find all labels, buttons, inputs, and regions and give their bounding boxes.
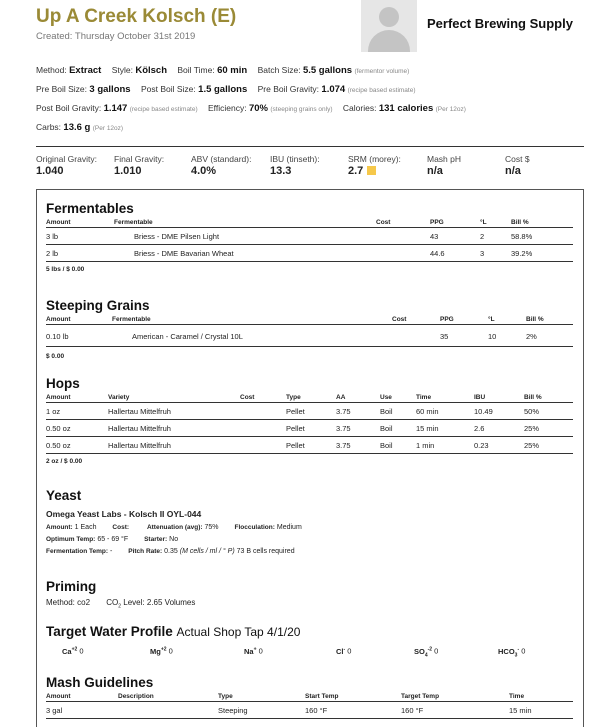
mash-section	[46, 675, 573, 719]
steeping-total: $ 0.00	[46, 353, 65, 360]
divider	[36, 146, 584, 147]
ion-cl: Cl- 0	[336, 646, 352, 656]
fermentables-table: Amount Fermentable Cost PPG °L Bill % 3 lb Briess - DME Pilsen Light 43 2 58.8% 2 lb Briess - DME Bavarian Wheat 44.6 3 39.2%	[46, 219, 573, 262]
post-boil-size-value: 1.5 gallons	[198, 84, 248, 95]
priming-line: Method: co2 $CO_2$ Level: 2.65 Volumes	[46, 598, 196, 610]
srm-color-swatch	[367, 166, 376, 175]
post-boil-gravity-value: 1.147	[103, 103, 128, 114]
table-row: 0.50 oz Hallertau Mittelfruh Pellet 3.75 Boil 1 min 0.23 25%	[46, 437, 573, 454]
carbs-value: 13.6 g	[63, 122, 91, 133]
stat-cost: Cost $ n/a	[505, 154, 530, 177]
table-row: 0.50 oz Hallertau Mittelfruh Pellet 3.75 Boil 15 min 2.6 25%	[46, 420, 573, 437]
yeast-line-2: Optimum Temp: 65 - 69 °F Starter: No	[46, 536, 179, 543]
priming-section	[46, 579, 573, 610]
priming-title: Priming	[46, 579, 97, 594]
co2-level-label: $CO_2$ Level:	[106, 598, 145, 610]
stat-ibu: IBU (tinseth): 13.3	[270, 154, 320, 177]
meta-line-2: Pre Boil Size: 3 gallons Post Boil Size: 1.5 gallons Pre Boil Gravity: 1.074 (recipe based estimate)	[36, 84, 416, 95]
calories-value: 131 calories	[378, 103, 434, 114]
boil-time-value: 60 min	[217, 65, 248, 76]
ion-so4: $SO_4^{-2}$ 0	[414, 646, 439, 658]
hops-table: Amount Variety Cost Type AA Use Time IBU Bill % 1 oz Hallertau Mittelfruh Pellet 3.75 Boil 60 min 10.49 50% 0.50 oz Hallertau Mittelfruh Pellet 3.75 Boil 15 min 2.6 25% 0.50 oz Hallertau Mittelfruh Pellet 3.75 Boil 1 min 0.23 25%	[46, 394, 573, 454]
water-title: Target Water Profile Actual Shop Tap 4/1/20	[46, 624, 301, 639]
created-date: Created: Thursday October 31st 2019	[36, 31, 196, 42]
ion-ca: $Ca^{+2}$ 0	[62, 646, 84, 656]
stat-mash-ph: Mash pH n/a	[427, 154, 462, 177]
fermentables-title: Fermentables	[46, 201, 134, 216]
yeast-name: Omega Yeast Labs - Kolsch II OYL-044	[46, 509, 202, 519]
yeast-section	[46, 488, 573, 555]
method-value: Extract	[69, 65, 102, 76]
table-row: 2 lb Briess - DME Bavarian Wheat 44.6 3 39.2%	[46, 245, 573, 262]
stat-abv: ABV (standard): 4.0%	[191, 154, 252, 177]
mash-title: Mash Guidelines	[46, 675, 154, 690]
avatar-head-icon	[379, 7, 399, 27]
efficiency-value: 70%	[248, 103, 268, 114]
table-row: 0.10 lb American - Caramel / Crystal 10L 35 10 2%	[46, 325, 573, 347]
stat-og: Original Gravity: 1.040	[36, 154, 97, 177]
table-row: 3 gal Steeping 160 °F 160 °F 15 min	[46, 702, 573, 719]
ion-hco3: $HCO_3^-$ 0	[498, 646, 526, 658]
meta-line-3: Post Boil Gravity: 1.147 (recipe based estimate) Efficiency: 70% (steeping grains only) Calories: 131 calories (Per 12oz)	[36, 103, 466, 114]
ion-na: Na+ 0	[244, 646, 263, 656]
pre-boil-gravity-value: 1.074	[321, 84, 346, 95]
recipe-image-placeholder	[361, 0, 417, 52]
hops-total: 2 oz / $ 0.00	[46, 458, 83, 465]
yeast-line-1: Amount: 1 Each Cost: Attenuation (avg): 75% Flocculation: Medium	[46, 524, 302, 531]
recipe-title: Up A Creek Kolsch (E)	[36, 6, 237, 27]
water-ions-row	[46, 646, 573, 658]
steeping-title: Steeping Grains	[46, 298, 150, 313]
steeping-table: Amount Fermentable Cost PPG °L Bill % 0.10 lb American - Caramel / Crystal 10L 35 10 2%	[46, 316, 573, 347]
table-row: 1 oz Hallertau Mittelfruh Pellet 3.75 Boil 60 min 10.49 50%	[46, 403, 573, 420]
mash-table: Amount Description Type Start Temp Target Temp Time 3 gal Steeping 160 °F 160 °F 15 min	[46, 693, 573, 719]
yeast-line-3: Fermentation Temp: - Pitch Rate: 0.35 (M cells / ml / ° P) 73 B cells required	[46, 548, 295, 555]
fermentables-total: 5 lbs / $ 0.00	[46, 266, 85, 273]
meta-line-1: Method: Extract Style: Kölsch Boil Time: 60 min Batch Size: 5.5 gallons (fermentor volume)	[36, 65, 410, 76]
style-value: Kölsch	[135, 65, 168, 76]
batch-size-value: 5.5 gallons	[302, 65, 353, 76]
table-row: 3 lb Briess - DME Pilsen Light 43 2 58.8%	[46, 228, 573, 245]
water-section	[46, 624, 573, 658]
hops-section	[46, 376, 573, 465]
fermentables-section	[46, 201, 573, 273]
hops-title: Hops	[46, 376, 80, 391]
avatar-body-icon	[368, 30, 410, 52]
pre-boil-size-value: 3 gallons	[89, 84, 131, 95]
stat-fg: Final Gravity: 1.010	[114, 154, 165, 177]
meta-line-4: Carbs: 13.6 g (Per 12oz)	[36, 122, 124, 133]
steeping-section	[46, 298, 573, 360]
ion-mg: $Mg^{+2}$ 0	[150, 646, 173, 656]
stat-srm: SRM (morey): 2.7	[348, 154, 401, 177]
yeast-title: Yeast	[46, 488, 82, 503]
brand-name: Perfect Brewing Supply	[427, 16, 573, 31]
